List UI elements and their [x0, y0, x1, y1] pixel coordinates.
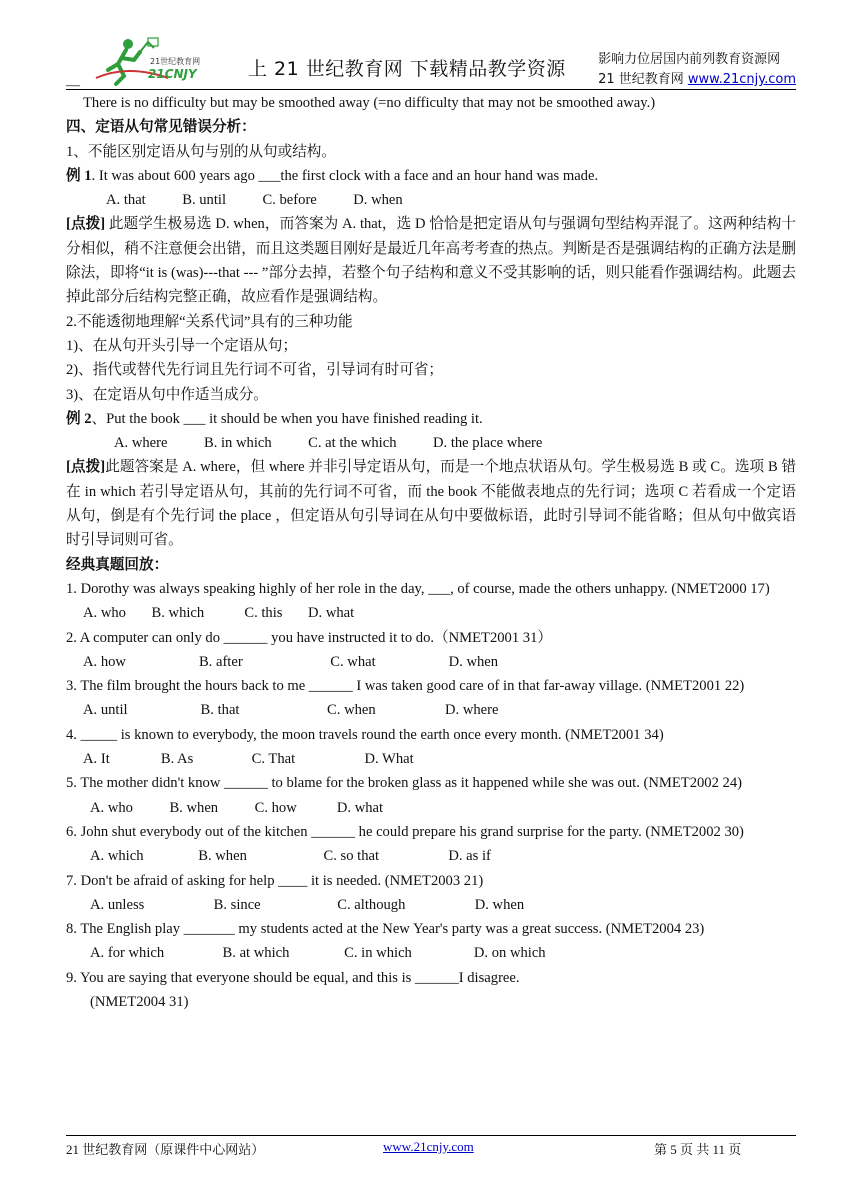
question-list — [66, 577, 796, 1014]
document-body — [66, 91, 796, 1014]
header-site-name: 21 世纪教育网 — [598, 72, 688, 87]
point-2b: 2)、指代或替代先行词且先行词不可省，引导词有时可省； — [66, 362, 444, 379]
header-site-link[interactable]: www.21cnjy.com — [687, 72, 796, 87]
example-1-label: 例 1 — [66, 167, 92, 184]
question-item: 6. John shut everybody out of the kitchen ______ he could prepare his grand surprise for the party. (NMET2002 30) — [66, 823, 744, 840]
logo-small-text: 21世纪教育网 — [150, 57, 201, 66]
question-item: 1. Dorothy was always speaking highly of her role in the day, ___, of course, made the others unhappy. (NMET2000 17) — [66, 580, 770, 597]
question-options: A. who B. when C. how D. what — [90, 799, 384, 816]
question-options: (NMET2004 31) — [90, 993, 189, 1010]
question-item: 5. The mother didn't know ______ to blame for the broken glass as it happened while she was out. (NMET2002 24) — [66, 775, 742, 792]
point-1: 1、不能区别定语从句与别的从句或结构。 — [66, 143, 336, 160]
question-item: 8. The English play _______ my students acted at the New Year's party was a great success. (NMET2004 23) — [66, 921, 705, 938]
example-2: 例 2、Put the book ___ it should be when you have finished reading it. — [66, 410, 483, 427]
point-2: 2.不能透彻地理解“关系代词”具有的三种功能 — [66, 313, 353, 330]
example-1-options: A. that B. until C. before D. when — [106, 192, 403, 209]
footer-site-name: 21 世纪教育网（原课件中心网站） — [66, 1142, 265, 1157]
question-item: 3. The film brought the hours back to me ______ I was taken good care of in that far-away village. (NMET2001 22) — [66, 678, 745, 695]
page-number: 第 5 页 共 11 页 — [654, 1142, 742, 1157]
question-options: A. which B. when C. so that D. as if — [90, 848, 491, 865]
question-options: A. who B. which C. this D. what — [83, 605, 355, 622]
footer-link[interactable]: www.21cnjy.com — [383, 1139, 474, 1154]
tip-1: [点拨] 此题学生极易选 D. when，而答案为 A. that，选 D 恰恰是把定语从句与强调句型结构弄混了。这两种结构十分相似，稍不注意便会出错，而且这类题目刚好是最近几年高考考查的热点。判断是否是强调结构的正确方法是删除法，即将“it is (was)---that --- ”部分去掉，若整个句子结构和意义不受其影响的话，则只能看作强调结构。此题去掉此部分后结构完整正确，故应看作是强调结构。 — [66, 216, 796, 306]
header-dash: — — [66, 78, 80, 93]
logo-big-text: 21CNJY — [148, 67, 197, 81]
question-options: A. how B. after C. what D. when — [83, 653, 499, 670]
header-site-line — [598, 70, 796, 90]
tip-1-label: [点拨] — [66, 216, 106, 233]
question-options: A. until B. that C. when D. where — [83, 702, 499, 719]
example-2-label: 例 2 — [66, 410, 92, 427]
site-logo — [88, 34, 214, 86]
header-rule — [66, 89, 796, 90]
point-2a: 1)、在从句开头引导一个定语从句； — [66, 337, 298, 354]
example-1: 例 1. It was about 600 years ago ___the first clock with a face and an hour hand was made. — [66, 167, 599, 184]
review-heading: 经典真题回放： — [66, 556, 169, 573]
question-item: 9. You are saying that everyone should be equal, and this is ______I disagree. — [66, 969, 520, 986]
question-options: A. for which B. at which C. in which D. on which — [90, 945, 546, 962]
question-item: 4. _____ is known to everybody, the moon travels round the earth once every month. (NMET2001 34) — [66, 726, 664, 743]
header-right — [598, 50, 796, 90]
question-options: A. It B. As C. That D. What — [83, 751, 414, 768]
example-sentence: There is no difficulty but may be smoothed away (=no difficulty that may not be smoothed away.) — [83, 95, 656, 111]
page-header — [66, 30, 796, 93]
point-2c: 3)、在定语从句中作适当成分。 — [66, 386, 268, 403]
question-options: A. unless B. since C. although D. when — [90, 896, 525, 913]
footer-rule — [66, 1135, 796, 1136]
question-item: 7. Don't be afraid of asking for help ____ it is needed. (NMET2003 21) — [66, 872, 484, 889]
question-item: 2. A computer can only do ______ you have instructed it to do.（NMET2001 31） — [66, 629, 552, 646]
example-2-options: A. where B. in which C. at the which D. the place where — [114, 435, 543, 452]
tip-2-label: [点拨] — [66, 459, 106, 476]
header-title: 上 21 世纪教育网 下载精品教学资源 — [248, 58, 566, 80]
section-heading: 四、定语从句常见错误分析： — [66, 119, 256, 136]
header-slogan: 影响力位居国内前列教育资源网 — [598, 52, 781, 67]
tip-2: [点拨]此题答案是 A. where，但 where 并非引导定语从句，而是一个地点状语从句。学生极易选 B 或 C。选项 B 错在 in which 若引导定语从句，其前的先行词不可省，而 the book 不能做表地点的先行词；选项 C 若看成一个定语从句，倒是有个先行词 the place ，但定语从句引导词在从句中要做标语，此时引导词不能省略；但从句中做宾语时引导词则可省。 — [66, 459, 796, 549]
